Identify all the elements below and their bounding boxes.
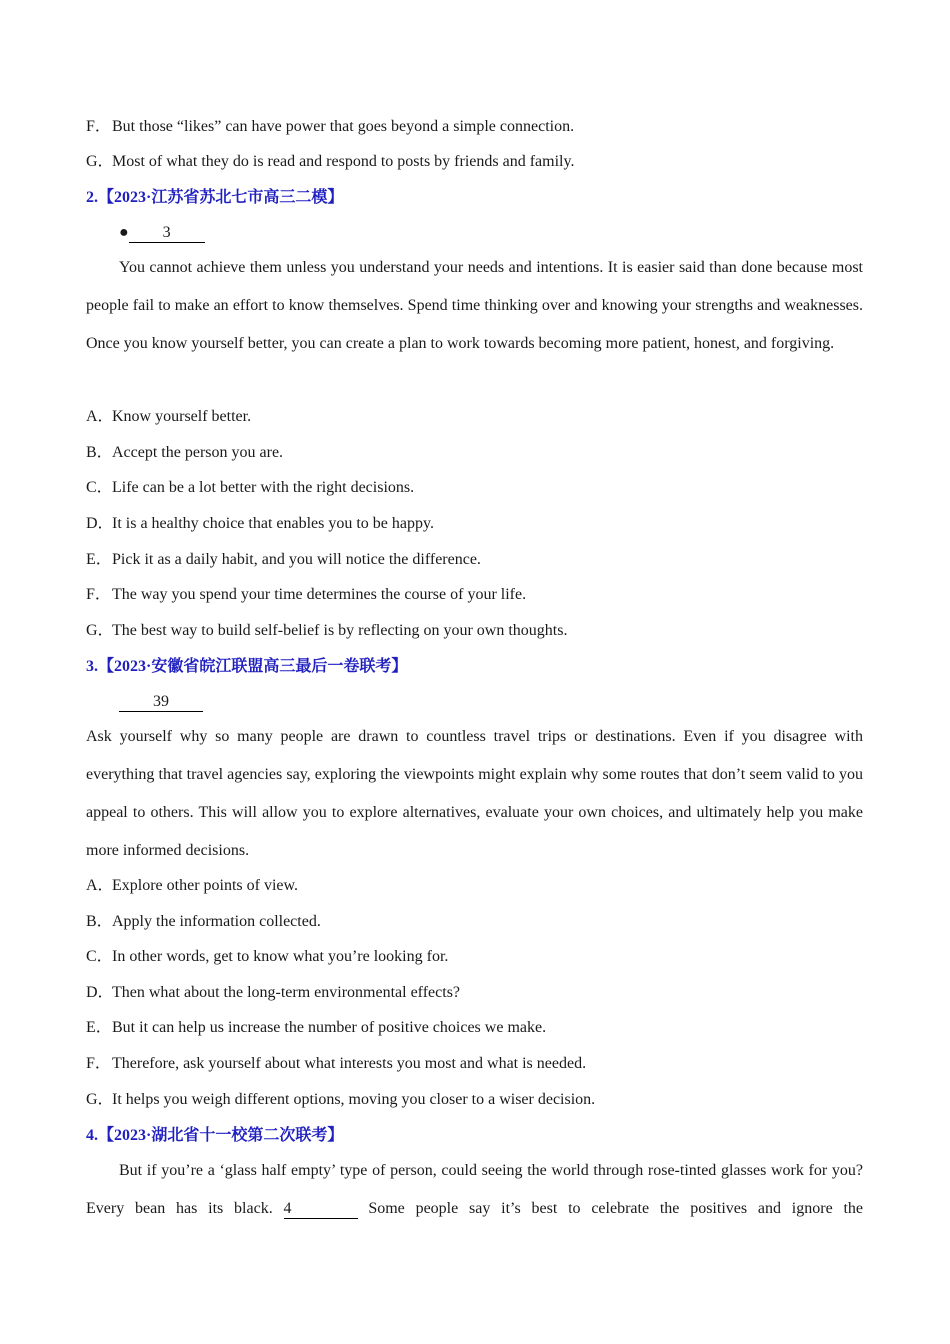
option-letter: B． <box>86 913 113 930</box>
q3-option-b <box>86 912 321 932</box>
q3-option-c <box>86 947 448 967</box>
q4-heading: 4.【2023·湖北省十一校第二次联考】 <box>86 1127 344 1144</box>
option-letter: F． <box>86 118 111 135</box>
answer-blank: 4 <box>284 1200 358 1219</box>
option-letter: D． <box>86 515 114 532</box>
option-text: Know yourself better. <box>112 408 252 425</box>
q3-option-f <box>86 1054 586 1074</box>
q3-passage: Ask yourself why so many people are drawn to countless travel trips or destinations. Even if you disagree with everything that travel agencies say, exploring the viewpoints might explain why some routes that don’t seem valid to you appeal to others. This will allow you to explore alternatives, evaluate your own choices, and ultimately help you make more informed decisions. <box>86 728 863 859</box>
option-text: Pick it as a daily habit, and you will notice the difference. <box>112 551 481 568</box>
q3-blank-line <box>119 692 203 712</box>
q4-passage-after: Some people say it’s best to celebrate the positives and ignore the <box>368 1200 864 1217</box>
q3-option-d <box>86 983 460 1003</box>
q1-option-f <box>86 117 574 137</box>
q2-heading: 2.【2023·江苏省苏北七市高三二模】 <box>86 189 344 206</box>
option-letter: E． <box>86 551 112 568</box>
option-letter: G． <box>86 1091 114 1108</box>
option-text: Life can be a lot better with the right decisions. <box>112 479 415 496</box>
answer-blank: 3 <box>129 224 205 243</box>
option-letter: G． <box>86 153 114 170</box>
option-text: Apply the information collected. <box>112 913 321 930</box>
q2-option-g <box>86 621 567 641</box>
q3-option-g <box>86 1090 595 1110</box>
option-text: Explore other points of view. <box>112 877 299 894</box>
q2-option-c <box>86 478 414 498</box>
q3-option-a <box>86 876 298 896</box>
option-text: In other words, get to know what you’re looking for. <box>112 948 449 965</box>
option-text: The way you spend your time determines the course of your life. <box>112 586 527 603</box>
option-letter: A． <box>86 877 114 894</box>
option-text: It helps you weigh different options, moving you closer to a wiser decision. <box>112 1091 596 1108</box>
option-letter: B． <box>86 444 113 461</box>
option-letter: D． <box>86 984 114 1001</box>
option-text: It is a healthy choice that enables you to be happy. <box>112 515 434 532</box>
q1-option-g <box>86 152 574 172</box>
option-text: But it can help us increase the number of positive choices we make. <box>112 1019 547 1036</box>
q3-heading: 3.【2023·安徽省皖江联盟高三最后一卷联考】 <box>86 658 408 675</box>
q2-option-b <box>86 443 283 463</box>
q4-passage <box>86 1152 863 1228</box>
q2-option-a <box>86 407 251 427</box>
option-letter: F． <box>86 1055 111 1072</box>
q2-blank-line <box>119 223 205 243</box>
option-text: Then what about the long-term environmental effects? <box>112 984 461 1001</box>
option-letter: F． <box>86 586 111 603</box>
option-text: The best way to build self-belief is by reflecting on your own thoughts. <box>112 622 568 639</box>
option-text: Most of what they do is read and respond to posts by friends and family. <box>112 153 575 170</box>
q3-option-e <box>86 1018 546 1038</box>
q2-passage: You cannot achieve them unless you understand your needs and intentions. It is easier said than done because most people fail to make an effort to know themselves. Spend time thinking over and knowing your strengths and weaknesses. Once you know yourself better, you can create a plan to work towards becoming more patient, honest, and forgiving. <box>86 259 863 352</box>
answer-blank: 39 <box>119 693 203 712</box>
option-letter: C． <box>86 479 113 496</box>
q2-option-e <box>86 550 481 570</box>
option-letter: C． <box>86 948 113 965</box>
q2-option-d <box>86 514 434 534</box>
option-letter: G． <box>86 622 114 639</box>
q4-passage-before: But if you’re a ‘glass half empty’ type of person, could seeing the world through rose-tinted glasses work for you? Every bean has its black. <box>86 1162 863 1217</box>
option-text: But those “likes” can have power that goes beyond a simple connection. <box>112 118 575 135</box>
option-text: Accept the person you are. <box>112 444 284 461</box>
bullet: ● <box>119 224 129 241</box>
option-letter: A． <box>86 408 114 425</box>
q2-option-f <box>86 585 526 605</box>
option-letter: E． <box>86 1019 112 1036</box>
option-text: Therefore, ask yourself about what interests you most and what is needed. <box>112 1055 587 1072</box>
